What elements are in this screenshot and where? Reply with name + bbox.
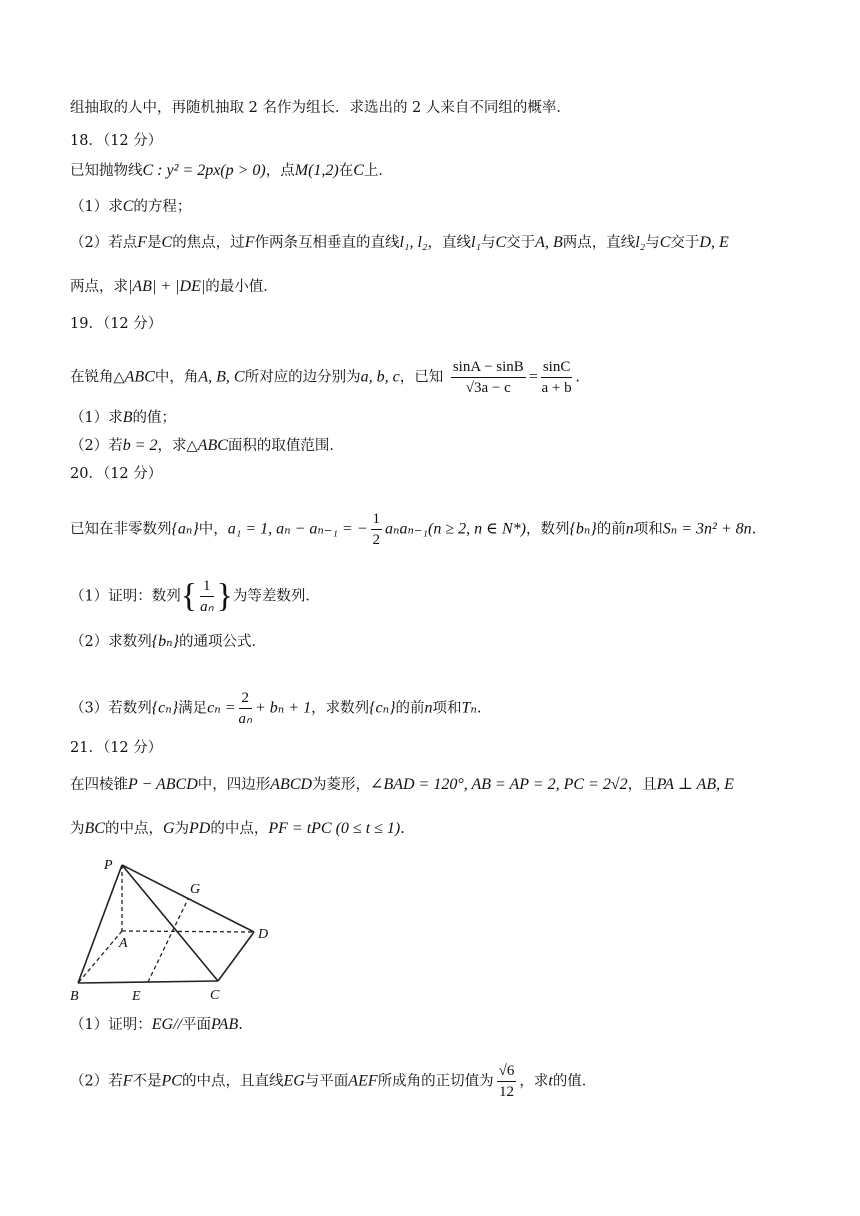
question-21-stem: 在四棱锥P − ABCD中，四边形ABCD为菱形，∠BAD = 120°, AB = AP = 2, PC = 2√2，且PA ⊥ AB, E	[70, 776, 734, 793]
question-21-stem-cont: 为BC的中点，G为PD的中点，PF = tPC (0 ≤ t ≤ 1).	[70, 820, 405, 837]
question-18-stem: 已知抛物线C : y² = 2px(p > 0)，点M(1,2)在C上．	[70, 162, 393, 179]
question-18-part-2-cont: 两点，求|AB| + |DE|的最小值．	[70, 278, 278, 295]
question-20-part-2: （2）求数列{bₙ}的通项公式．	[70, 633, 267, 650]
question-18-part-1: （1）求C的方程；	[70, 198, 192, 215]
fraction-half: $\frac{1}{2}$	[372, 511, 381, 548]
fraction-tangent: $\frac{√6}{12}$	[498, 1063, 515, 1100]
question-18-part-2: （2）若点F是C的焦点，过F作两条互相垂直的直线l₁, l₂，直线l₁与C交于A, B两点，直线l₂与C交于D, E	[70, 234, 729, 251]
question-21-header: 21．（12 分）	[70, 740, 163, 756]
label-C: C	[210, 988, 220, 1003]
question-19-part-2: （2）若b = 2，求△ABC面积的取值范围．	[70, 437, 344, 454]
fraction-sin-right: $\frac{\sin C}{a + b}$	[541, 359, 572, 396]
question-20-header: 20．（12 分）	[70, 466, 163, 482]
label-A: A	[119, 936, 128, 951]
question-21-part-2: （2）若F不是PC的中点，且直线EG与平面AEF所成角的正切值为 $\frac{√6}{12}$ ，求t的值．	[70, 1063, 597, 1100]
fraction-reciprocal: $\frac{1}{\text{aₙ}}$	[200, 578, 214, 615]
question-18-header: 18．（12 分）	[70, 133, 163, 149]
fraction-sin-left: $\frac{\sin A - \sin B}{√3a - c}$	[452, 359, 524, 396]
label-B: B	[70, 989, 79, 1004]
label-P: P	[104, 858, 113, 873]
continued-line: 组抽取的人中，再随机抽取 2 名作为组长．求选出的 2 人来自不同组的概率．	[70, 100, 571, 116]
fraction-two-over-an: $\frac{2}{\text{aₙ}}$	[238, 690, 252, 727]
label-D: D	[258, 927, 269, 942]
question-19-part-1: （1）求B的值；	[70, 409, 177, 426]
label-E: E	[132, 989, 141, 1004]
question-20-part-3: （3）若数列{cₙ}满足cₙ = $\frac{2}{\text{aₙ}}$ + bₙ + 1，求数列{cₙ}的前n项和Tₙ.	[70, 690, 482, 727]
question-21-part-1: （1）证明：EG//平面PAB.	[70, 1016, 243, 1033]
question-20-stem: 已知在非零数列{aₙ}中，a₁ = 1, aₙ − aₙ₋₁ = − $\frac{1}{2}$ aₙaₙ₋₁(n ≥ 2, n ∈ N*)，数列{bₙ}的前n项和Sₙ = 3n² + 8n.	[70, 511, 757, 548]
question-20-part-1: （1）证明：数列{ $\frac{1}{\text{aₙ}}$ }为等差数列．	[70, 577, 320, 615]
question-19-stem: 在锐角△ABC中，角A, B, C所对应的边分别为a, b, c，已知 $\frac{\sin A - \sin B}{√3a - c}$ = $\frac{\sin C}{a + b}$ .	[70, 359, 580, 396]
label-G: G	[190, 882, 201, 897]
question-19-header: 19．（12 分）	[70, 316, 163, 332]
pyramid-figure	[70, 853, 280, 1005]
